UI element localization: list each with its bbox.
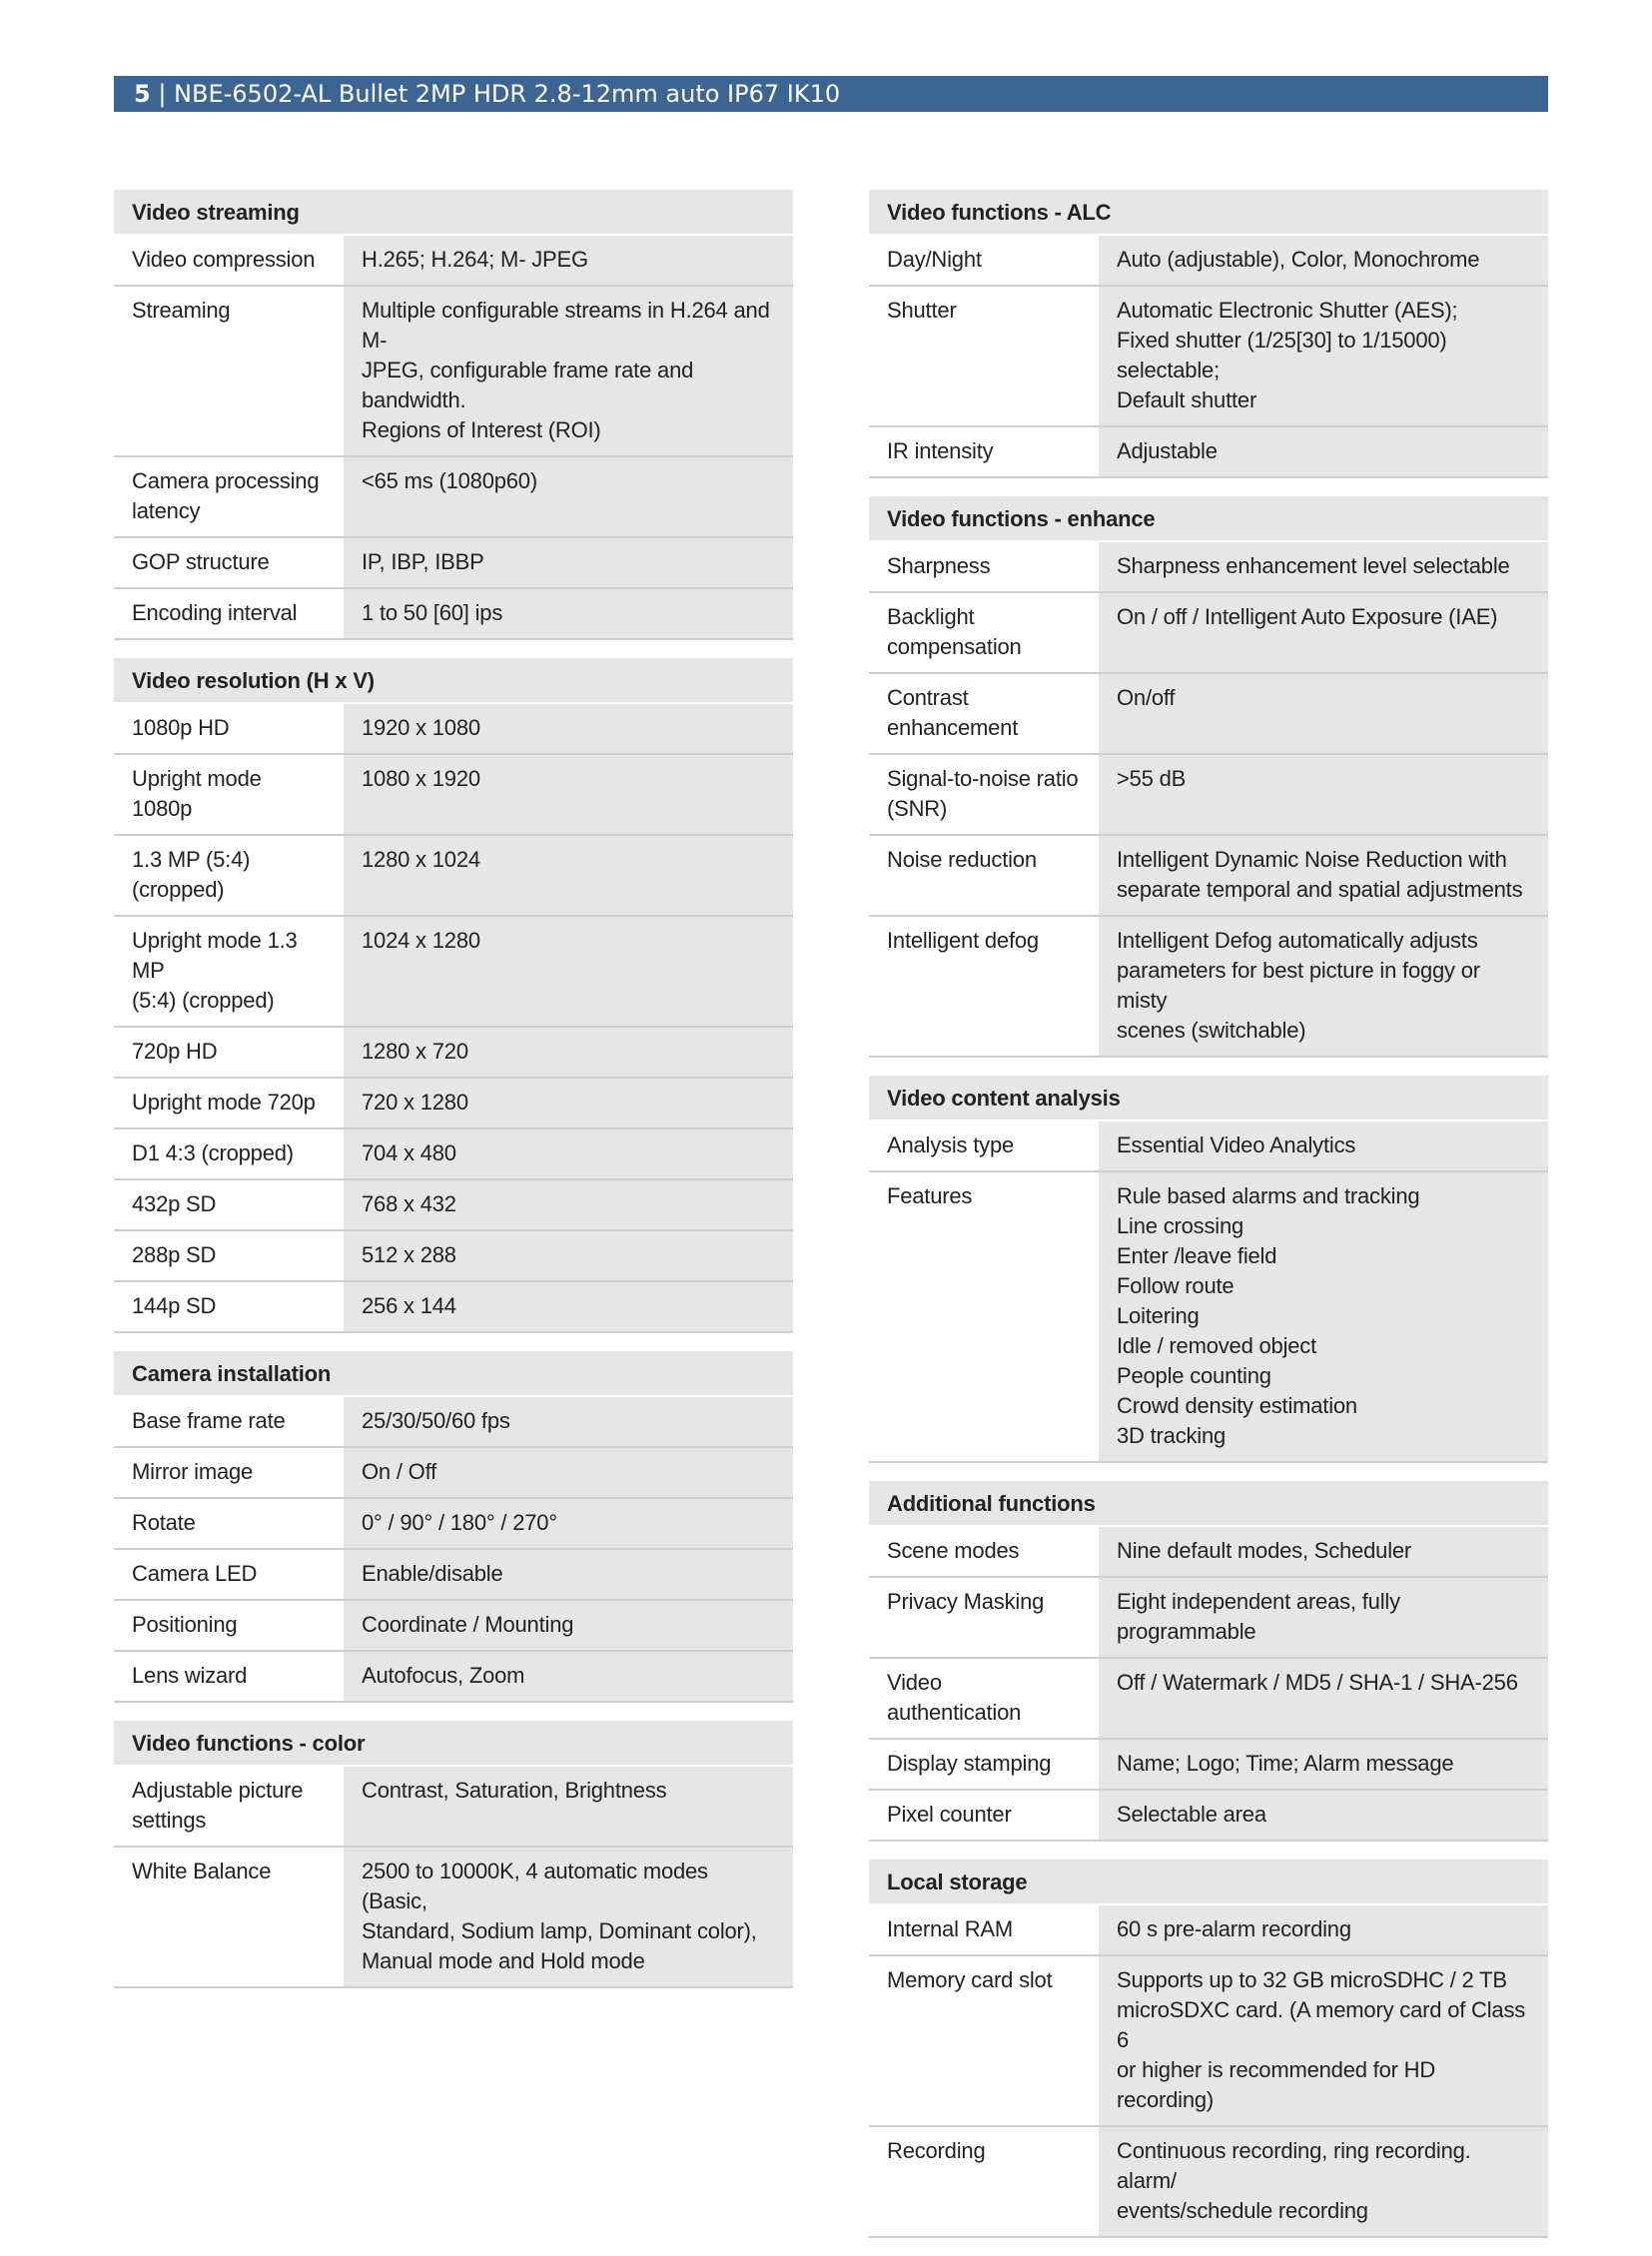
spec-label: 144p SD [114, 1282, 344, 1331]
spec-row [869, 593, 1548, 674]
spec-value: 768 x 432 [344, 1180, 793, 1229]
spec-value: 1280 x 720 [344, 1028, 793, 1077]
spec-row [869, 1172, 1548, 1463]
spec-row [869, 1578, 1548, 1659]
spec-value: On / Off [344, 1448, 793, 1497]
spec-row [114, 1848, 793, 1988]
spec-row [869, 542, 1548, 593]
spec-row [869, 1956, 1548, 2127]
spec-row [869, 674, 1548, 755]
spec-value: 1280 x 1024 [344, 836, 793, 915]
spec-value: Intelligent Dynamic Noise Reduction with separate temporal and spatial adjustments [1099, 836, 1548, 915]
spec-label: Signal-to-noise ratio (SNR) [869, 755, 1099, 834]
spec-row [869, 755, 1548, 836]
spec-label: GOP structure [114, 538, 344, 587]
spec-label: Memory card slot [869, 1956, 1099, 2125]
spec-value: 512 x 288 [344, 1231, 793, 1280]
right-column [869, 190, 1548, 2256]
spec-label: Sharpness [869, 542, 1099, 591]
spec-label: 1.3 MP (5:4) (cropped) [114, 836, 344, 915]
spec-value: 1920 x 1080 [344, 704, 793, 753]
spec-row [114, 1079, 793, 1129]
spec-label: Adjustable picture settings [114, 1767, 344, 1846]
spec-row [114, 836, 793, 917]
spec-value: Rule based alarms and tracking Line crossing Enter /leave field Follow route Loitering Idle / removed object People counting Crowd density estimation 3D tracking [1099, 1172, 1548, 1461]
spec-section-video-functions-alc [869, 190, 1548, 478]
spec-label: Upright mode 1080p [114, 755, 344, 834]
page-number: 5 [134, 80, 151, 108]
spec-label: Internal RAM [869, 1905, 1099, 1954]
spec-label: Features [869, 1172, 1099, 1461]
spec-label: 432p SD [114, 1180, 344, 1229]
spec-value: Autofocus, Zoom [344, 1652, 793, 1701]
spec-value: IP, IBP, IBBP [344, 538, 793, 587]
spec-value: 1024 x 1280 [344, 917, 793, 1026]
left-column [114, 190, 793, 2006]
spec-value: On/off [1099, 674, 1548, 753]
spec-section-camera-installation [114, 1351, 793, 1703]
section-title: Video functions - color [114, 1721, 793, 1767]
spec-label: Streaming [114, 287, 344, 455]
spec-label: Privacy Masking [869, 1578, 1099, 1657]
spec-label: Noise reduction [869, 836, 1099, 915]
spec-row [869, 427, 1548, 478]
spec-value: 704 x 480 [344, 1129, 793, 1178]
spec-row [114, 589, 793, 640]
spec-row [114, 1652, 793, 1703]
section-title: Additional functions [869, 1481, 1548, 1527]
spec-value: Auto (adjustable), Color, Monochrome [1099, 236, 1548, 285]
spec-row [869, 917, 1548, 1058]
spec-label: Video authentication [869, 1659, 1099, 1738]
spec-label: White Balance [114, 1848, 344, 1986]
spec-row [869, 1791, 1548, 1842]
spec-value: Automatic Electronic Shutter (AES); Fixed shutter (1/25[30] to 1/15000) selectable; Default shutter [1099, 287, 1548, 425]
document-title: NBE-6502-AL Bullet 2MP HDR 2.8-12mm auto IP67 IK10 [174, 80, 841, 108]
spec-label: Upright mode 720p [114, 1079, 344, 1128]
spec-row [869, 1122, 1548, 1172]
spec-label: Encoding interval [114, 589, 344, 638]
spec-row [114, 917, 793, 1028]
spec-value: Supports up to 32 GB microSDHC / 2 TB microSDXC card. (A memory card of Class 6 or higher is recommended for HD recording) [1099, 1956, 1548, 2125]
spec-value: Multiple configurable streams in H.264 and M- JPEG, configurable frame rate and bandwidth. Regions of Interest (ROI) [344, 287, 793, 455]
spec-label: Backlight compensation [869, 593, 1099, 672]
section-title: Video functions - enhance [869, 496, 1548, 542]
spec-label: Analysis type [869, 1122, 1099, 1170]
spec-label: Recording [869, 2127, 1099, 2236]
spec-row [114, 704, 793, 755]
spec-value: Coordinate / Mounting [344, 1601, 793, 1650]
spec-value: 1 to 50 [60] ips [344, 589, 793, 638]
spec-row [114, 1499, 793, 1550]
spec-value: Nine default modes, Scheduler [1099, 1527, 1548, 1576]
spec-row [869, 287, 1548, 427]
spec-row [114, 287, 793, 457]
spec-label: Camera processing latency [114, 457, 344, 536]
spec-value: H.265; H.264; M- JPEG [344, 236, 793, 285]
spec-label: Lens wizard [114, 1652, 344, 1701]
spec-section-video-content-analysis [869, 1076, 1548, 1463]
spec-value: On / off / Intelligent Auto Exposure (IAE) [1099, 593, 1548, 672]
spec-row [114, 1180, 793, 1231]
spec-label: Pixel counter [869, 1791, 1099, 1840]
page-header [114, 76, 1548, 112]
spec-label: Intelligent defog [869, 917, 1099, 1056]
spec-value: 25/30/50/60 fps [344, 1397, 793, 1446]
spec-value: Selectable area [1099, 1791, 1548, 1840]
spec-label: 720p HD [114, 1028, 344, 1077]
spec-label: Positioning [114, 1601, 344, 1650]
spec-section-video-functions-color [114, 1721, 793, 1988]
spec-value: 2500 to 10000K, 4 automatic modes (Basic, Standard, Sodium lamp, Dominant color), Manual mode and Hold mode [344, 1848, 793, 1986]
spec-label: Shutter [869, 287, 1099, 425]
spec-row [114, 1231, 793, 1282]
spec-label: Base frame rate [114, 1397, 344, 1446]
spec-section-additional-functions [869, 1481, 1548, 1842]
spec-row [869, 1527, 1548, 1578]
spec-value: Continuous recording, ring recording. alarm/ events/schedule recording [1099, 2127, 1548, 2236]
spec-row [114, 1282, 793, 1333]
spec-row [114, 1028, 793, 1079]
spec-value: <65 ms (1080p60) [344, 457, 793, 536]
section-title: Local storage [869, 1860, 1548, 1905]
spec-row [114, 1129, 793, 1180]
spec-value: 60 s pre-alarm recording [1099, 1905, 1548, 1954]
section-title: Video content analysis [869, 1076, 1548, 1122]
spec-value: Enable/disable [344, 1550, 793, 1599]
spec-label: 1080p HD [114, 704, 344, 753]
spec-label: Contrast enhancement [869, 674, 1099, 753]
spec-label: Upright mode 1.3 MP (5:4) (cropped) [114, 917, 344, 1026]
spec-value: Contrast, Saturation, Brightness [344, 1767, 793, 1846]
spec-row [869, 2127, 1548, 2238]
spec-section-video-functions-enhance [869, 496, 1548, 1058]
section-title: Video functions - ALC [869, 190, 1548, 236]
spec-value: 0° / 90° / 180° / 270° [344, 1499, 793, 1548]
section-title: Camera installation [114, 1351, 793, 1397]
spec-label: Rotate [114, 1499, 344, 1548]
spec-label: Day/Night [869, 236, 1099, 285]
spec-value: Adjustable [1099, 427, 1548, 476]
spec-value: >55 dB [1099, 755, 1548, 834]
spec-value: 1080 x 1920 [344, 755, 793, 834]
spec-label: Display stamping [869, 1740, 1099, 1789]
spec-label: Scene modes [869, 1527, 1099, 1576]
spec-row [114, 1601, 793, 1652]
spec-label: Video compression [114, 236, 344, 285]
section-title: Video resolution (H x V) [114, 658, 793, 704]
spec-label: 288p SD [114, 1231, 344, 1280]
spec-value: Intelligent Defog automatically adjusts parameters for best picture in foggy or misty scenes (switchable) [1099, 917, 1548, 1056]
spec-value: Off / Watermark / MD5 / SHA-1 / SHA-256 [1099, 1659, 1548, 1738]
spec-value: Sharpness enhancement level selectable [1099, 542, 1548, 591]
spec-section-video-streaming [114, 190, 793, 640]
spec-row [869, 236, 1548, 287]
spec-row [869, 1659, 1548, 1740]
spec-row [114, 1397, 793, 1448]
spec-row [114, 1448, 793, 1499]
spec-label: Mirror image [114, 1448, 344, 1497]
spec-value: Eight independent areas, fully programmable [1099, 1578, 1548, 1657]
spec-label: D1 4:3 (cropped) [114, 1129, 344, 1178]
spec-row [114, 1767, 793, 1848]
spec-section-local-storage [869, 1860, 1548, 2238]
header-separator: | [150, 80, 175, 108]
spec-label: Camera LED [114, 1550, 344, 1599]
spec-row [869, 836, 1548, 917]
spec-row [114, 1550, 793, 1601]
spec-row [114, 236, 793, 287]
spec-value: Name; Logo; Time; Alarm message [1099, 1740, 1548, 1789]
spec-value: Essential Video Analytics [1099, 1122, 1548, 1170]
section-title: Video streaming [114, 190, 793, 236]
spec-value: 720 x 1280 [344, 1079, 793, 1128]
spec-section-video-resolution-h-x-v [114, 658, 793, 1333]
spec-row [869, 1740, 1548, 1791]
spec-row [114, 457, 793, 538]
spec-row [869, 1905, 1548, 1956]
spec-value: 256 x 144 [344, 1282, 793, 1331]
spec-row [114, 755, 793, 836]
spec-row [114, 538, 793, 589]
spec-label: IR intensity [869, 427, 1099, 476]
